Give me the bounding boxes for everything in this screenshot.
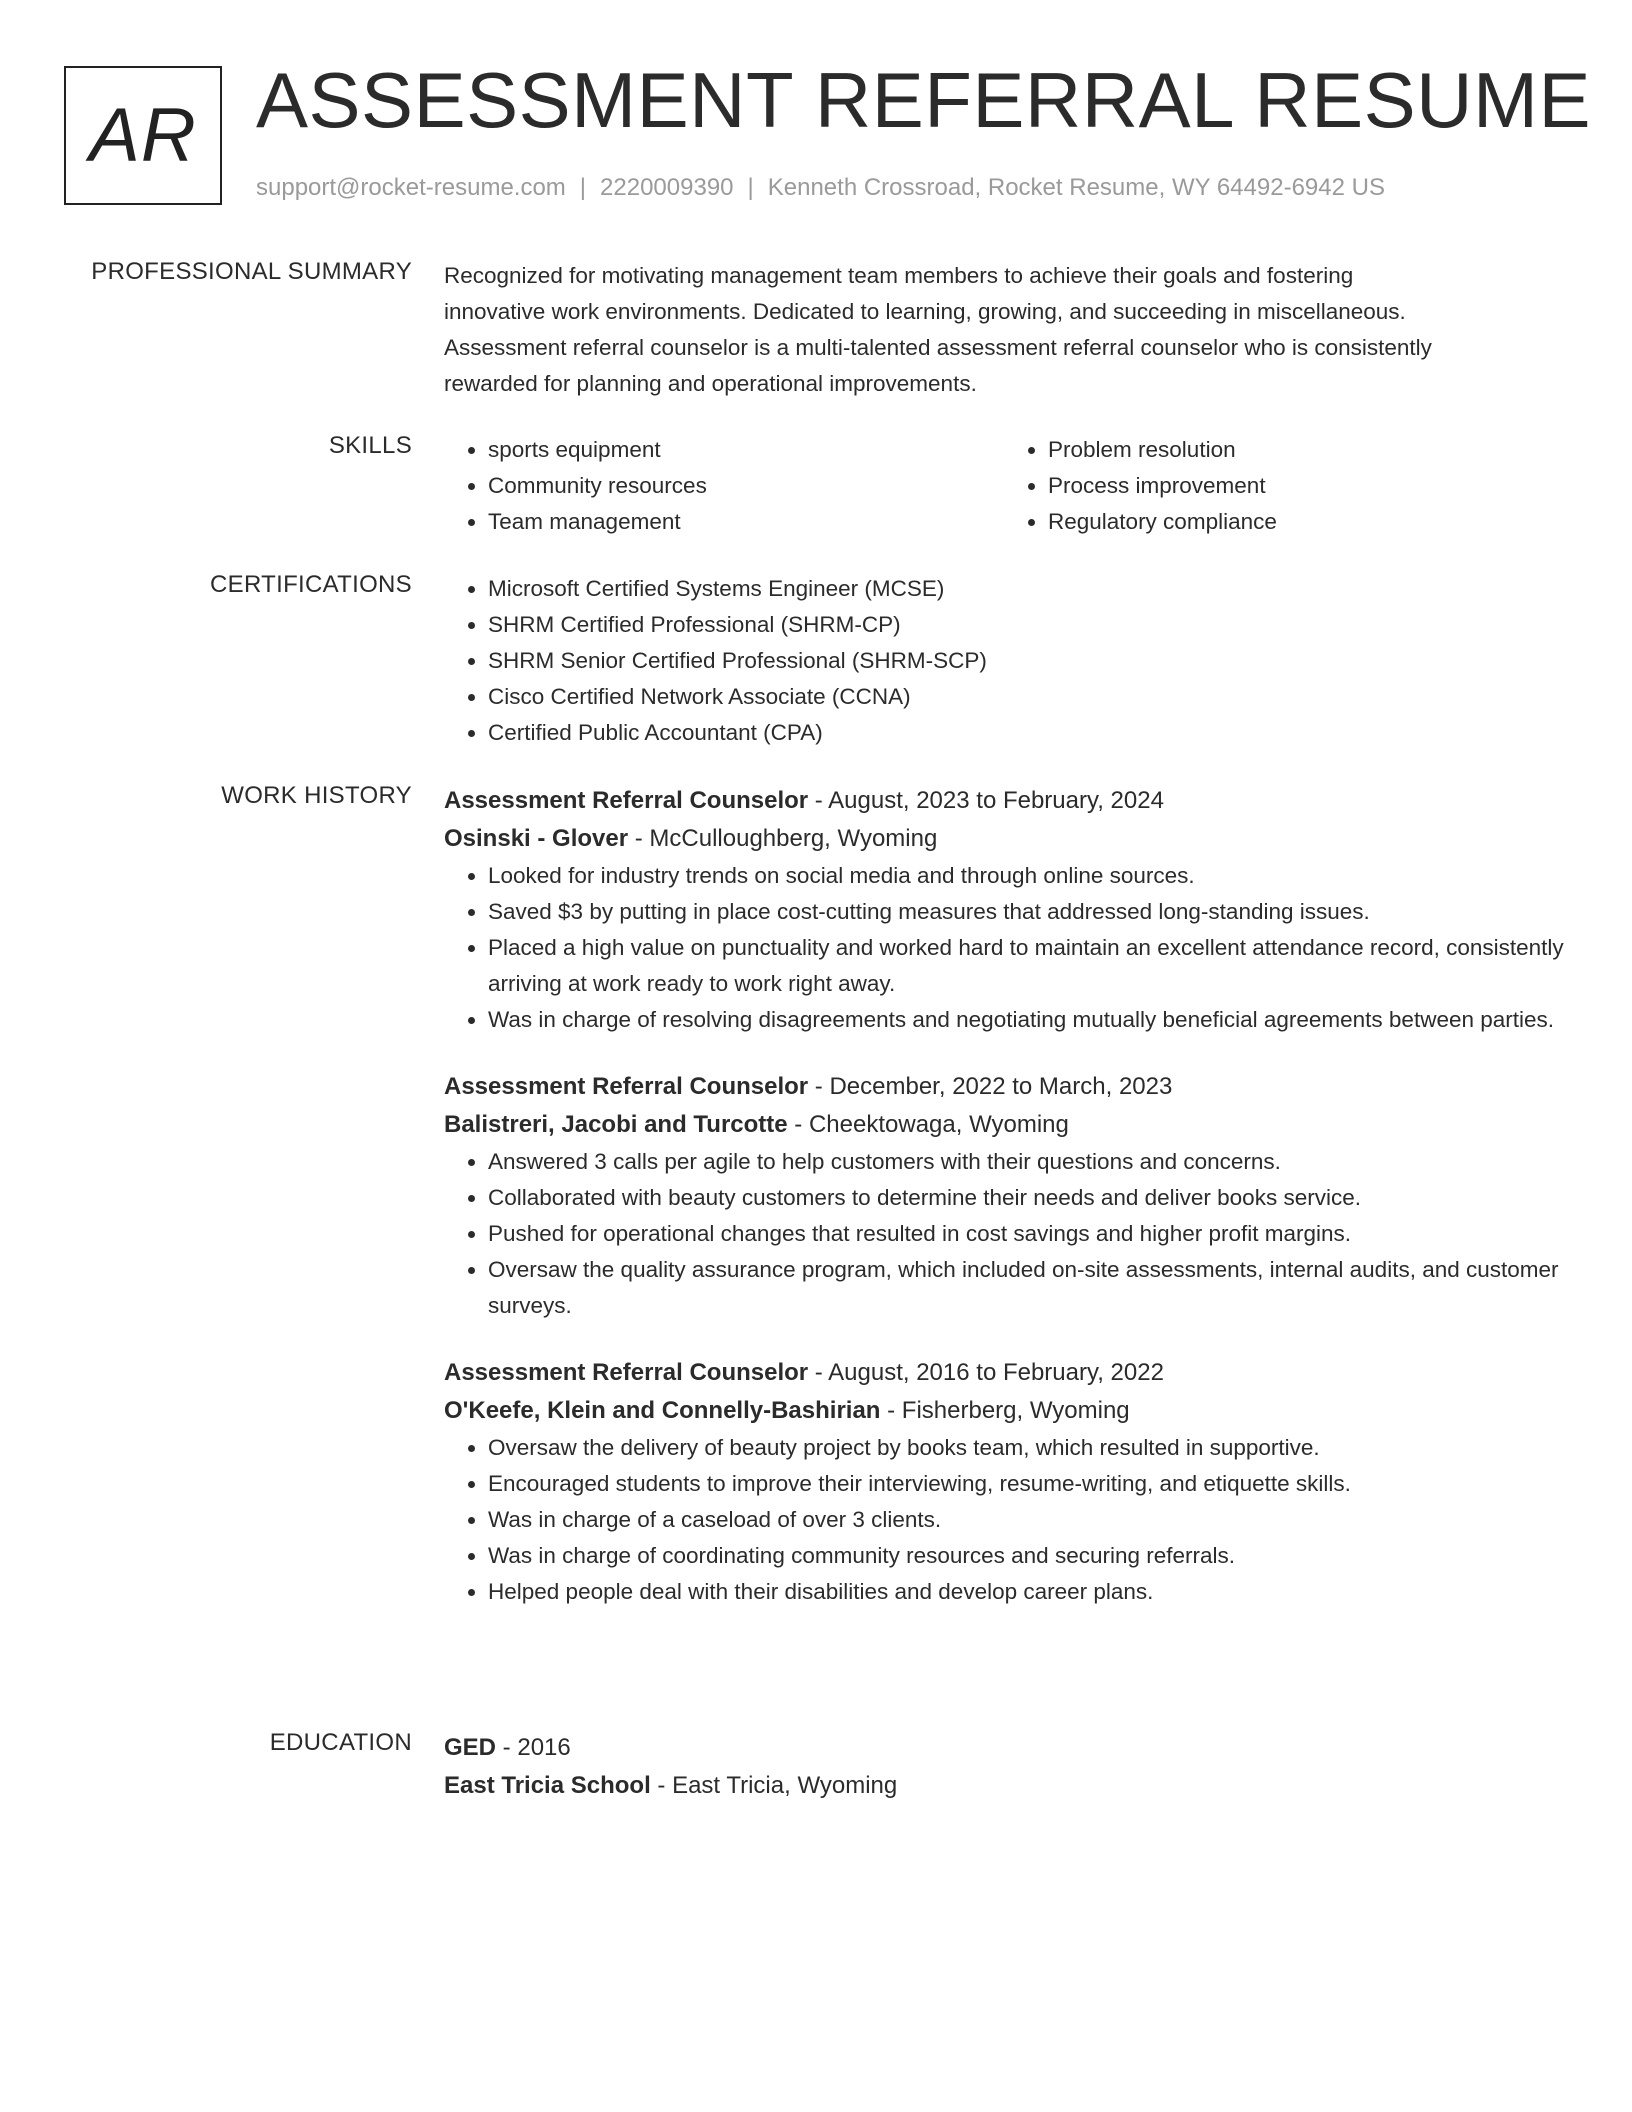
contact-phone: 2220009390 bbox=[600, 174, 734, 201]
contact-separator: | bbox=[579, 174, 587, 201]
job-entry bbox=[444, 782, 1564, 1038]
summary-line: rewarded for planning and operational improvements. bbox=[444, 371, 977, 396]
education-year: 2016 bbox=[517, 1734, 571, 1761]
job-title: Assessment Referral Counselor bbox=[444, 1359, 809, 1386]
education-location: East Tricia, Wyoming bbox=[672, 1772, 898, 1799]
job-entry bbox=[444, 1068, 1564, 1324]
job-company-line bbox=[444, 820, 1564, 858]
job-bullets bbox=[444, 1144, 1564, 1324]
section-label-summary: PROFESSIONAL SUMMARY bbox=[91, 258, 412, 285]
education-degree-line bbox=[444, 1729, 1564, 1767]
job-company-line bbox=[444, 1392, 1564, 1430]
job-company: Balistreri, Jacobi and Turcotte bbox=[444, 1111, 788, 1138]
job-bullet: • Was in charge of coordinating community resources and securing referrals. bbox=[488, 1538, 1564, 1574]
job-entry bbox=[444, 1354, 1564, 1610]
certification-item: • SHRM Certified Professional (SHRM-CP) bbox=[488, 607, 1564, 643]
section-label-skills: SKILLS bbox=[328, 432, 412, 459]
education-school: East Tricia School bbox=[444, 1772, 651, 1799]
skill-item: • sports equipment bbox=[488, 432, 1004, 468]
contact-separator: | bbox=[747, 174, 754, 201]
dash: - bbox=[496, 1734, 518, 1761]
job-bullet: • Answered 3 calls per agile to help customers with their questions and concerns. bbox=[488, 1144, 1564, 1180]
contact-email: support@rocket-resume.com bbox=[256, 174, 566, 201]
education-degree: GED bbox=[444, 1734, 497, 1761]
job-bullet: • Placed a high value on punctuality and worked hard to maintain an excellent attendance record, consistently arriving at work ready to work right away. bbox=[488, 930, 1564, 1002]
job-bullet: • Looked for industry trends on social media and through online sources. bbox=[488, 858, 1564, 894]
summary-line: Assessment referral counselor is a multi-talented assessment referral counselor who is consistently bbox=[444, 335, 1432, 360]
certifications-bullets bbox=[444, 571, 1564, 751]
job-bullet: • Oversaw the delivery of beauty project by books team, which resulted in supportive. bbox=[488, 1430, 1564, 1466]
job-bullet: • Collaborated with beauty customers to determine their needs and deliver books service. bbox=[488, 1180, 1564, 1216]
section-label-work-history: WORK HISTORY bbox=[221, 782, 412, 809]
skill-item: • Community resources bbox=[488, 468, 1004, 504]
job-company: O'Keefe, Klein and Connelly-Bashirian bbox=[444, 1397, 881, 1424]
resume-title: ASSESSMENT REFERRAL RESUME bbox=[256, 56, 1591, 144]
dash: - bbox=[650, 1772, 673, 1799]
skill-item: • Team management bbox=[488, 504, 1004, 540]
job-location: Cheektowaga, Wyoming bbox=[808, 1111, 1069, 1138]
skill-item: • Regulatory compliance bbox=[1048, 504, 1564, 540]
dash: - bbox=[808, 1359, 829, 1386]
job-title-line bbox=[444, 1068, 1564, 1106]
job-bullets bbox=[444, 1430, 1564, 1610]
job-title-line bbox=[444, 782, 1564, 820]
dash: - bbox=[808, 787, 829, 814]
dash: - bbox=[787, 1111, 809, 1138]
job-bullet: • Helped people deal with their disabilities and develop career plans. bbox=[488, 1574, 1564, 1610]
skills-list bbox=[444, 432, 1564, 540]
dash: - bbox=[880, 1397, 902, 1424]
job-bullet: • Pushed for operational changes that resulted in cost savings and higher profit margins. bbox=[488, 1216, 1564, 1252]
job-dates: December, 2022 to March, 2023 bbox=[829, 1073, 1173, 1100]
job-bullet: • Encouraged students to improve their interviewing, resume-writing, and etiquette skills. bbox=[488, 1466, 1564, 1502]
job-location: McCulloughberg, Wyoming bbox=[649, 825, 938, 852]
job-dates: August, 2016 to February, 2022 bbox=[828, 1359, 1164, 1386]
job-title: Assessment Referral Counselor bbox=[444, 787, 809, 814]
skill-item: • Problem resolution bbox=[1048, 432, 1564, 468]
job-title-line bbox=[444, 1354, 1564, 1392]
job-dates: August, 2023 to February, 2024 bbox=[828, 787, 1164, 814]
summary-text bbox=[444, 258, 1564, 402]
certification-item: • Cisco Certified Network Associate (CCNA) bbox=[488, 679, 1564, 715]
education-school-line bbox=[444, 1767, 1564, 1805]
job-bullets bbox=[444, 858, 1564, 1038]
summary-line: innovative work environments. Dedicated to learning, growing, and succeeding in miscellaneous. bbox=[444, 299, 1406, 324]
job-title: Assessment Referral Counselor bbox=[444, 1073, 809, 1100]
job-bullet: • Saved $3 by putting in place cost-cutting measures that addressed long-standing issues. bbox=[488, 894, 1564, 930]
skills-column-right bbox=[1004, 432, 1564, 540]
certification-item: • Microsoft Certified Systems Engineer (MCSE) bbox=[488, 571, 1564, 607]
certification-item: • Certified Public Accountant (CPA) bbox=[488, 715, 1564, 751]
work-history-body bbox=[444, 782, 1564, 1610]
job-bullet: • Was in charge of a caseload of over 3 clients. bbox=[488, 1502, 1564, 1538]
certifications-list bbox=[444, 571, 1564, 751]
skill-item: • Process improvement bbox=[1048, 468, 1564, 504]
job-bullet: • Oversaw the quality assurance program, which included on-site assessments, internal audits, and customer surveys. bbox=[488, 1252, 1564, 1324]
job-company: Osinski - Glover bbox=[444, 825, 629, 852]
job-location: Fisherberg, Wyoming bbox=[901, 1397, 1130, 1424]
dash: - bbox=[808, 1073, 830, 1100]
skills-column-left bbox=[444, 432, 1004, 540]
dash: - bbox=[628, 825, 650, 852]
section-label-education: EDUCATION bbox=[269, 1729, 412, 1756]
job-company-line bbox=[444, 1106, 1564, 1144]
contact-address: Kenneth Crossroad, Rocket Resume, WY 64492-6942 US bbox=[767, 174, 1385, 201]
contact-line bbox=[256, 174, 1385, 202]
job-bullet: • Was in charge of resolving disagreements and negotiating mutually beneficial agreements between parties. bbox=[488, 1002, 1564, 1038]
monogram-logo: AR bbox=[64, 66, 222, 205]
summary-line: Recognized for motivating management team members to achieve their goals and fostering bbox=[444, 263, 1354, 288]
certification-item: • SHRM Senior Certified Professional (SHRM-SCP) bbox=[488, 643, 1564, 679]
education-body bbox=[444, 1729, 1564, 1805]
section-label-certifications: CERTIFICATIONS bbox=[210, 571, 412, 598]
